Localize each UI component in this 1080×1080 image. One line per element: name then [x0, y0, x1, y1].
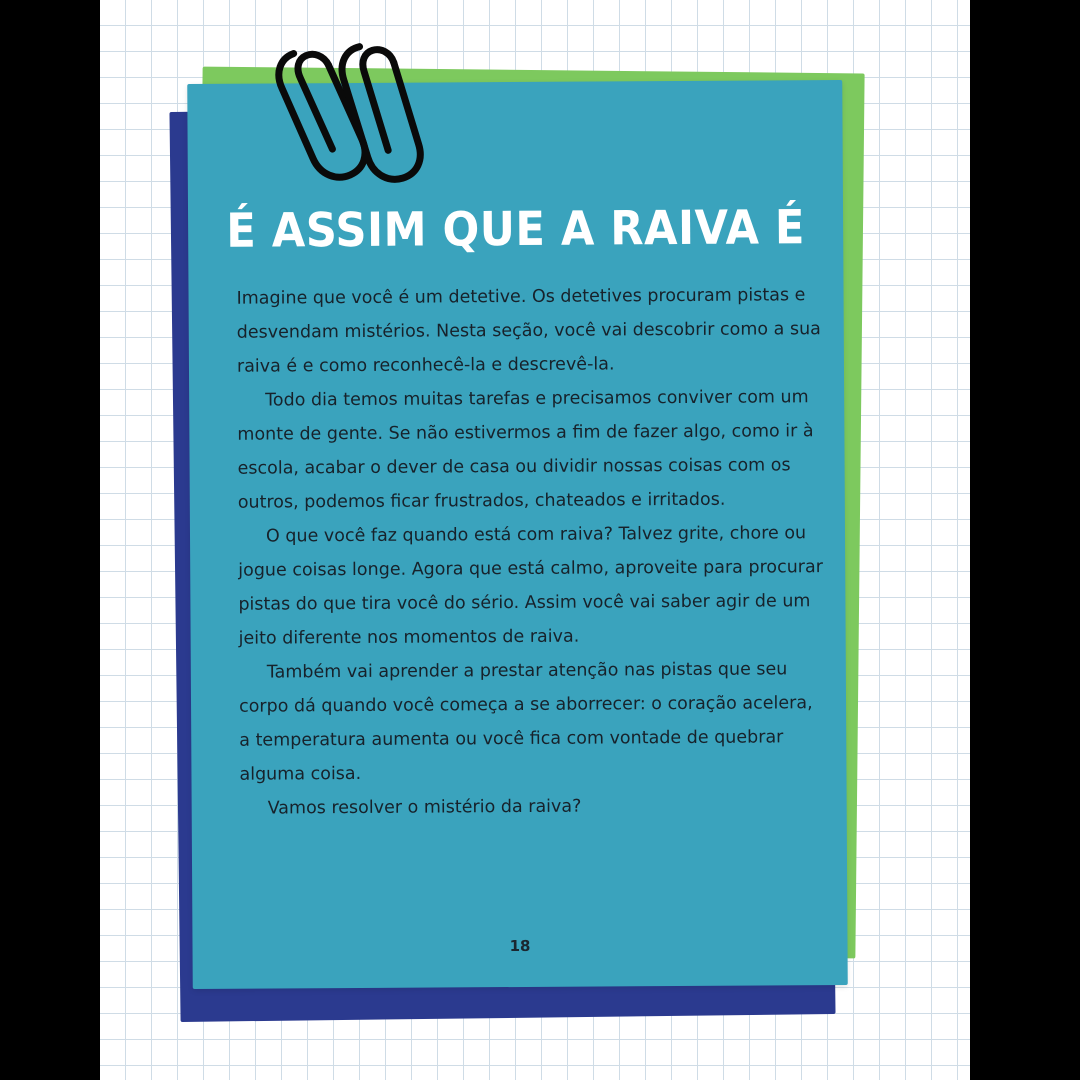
card-content [187, 80, 848, 989]
card-layer-teal [187, 80, 848, 989]
paragraph: Vamos resolver o mistério da raiva? [267, 796, 582, 819]
paperclip-group [258, 30, 458, 210]
body-copy [236, 278, 824, 826]
paragraph: O que você faz quando está com raiva? Talvez grite, chore ou jogue coisas longe. Agora que está calmo, aproveite para procurar pistas do que tira você do sério. Assim você vai saber agir de um jeito diferente nos momentos de raiva. [238, 523, 823, 649]
page-number: 18 [509, 936, 531, 956]
paperclip-icon [258, 30, 458, 210]
paragraph: Todo dia temos muitas tarefas e precisamos conviver com um monte de gente. Se não estivermos a fim de fazer algo, como ir à escola, acabar o dever de casa ou dividir nossas coisas com os outros, podemos ficar frustrados, chateados e irritados. [237, 387, 814, 513]
paragraph: Também vai aprender a prestar atenção nas pistas que seu corpo dá quando você começa a se aborrecer: o coração acelera, a temperatura aumenta ou você fica com vontade de quebrar alguma coisa. [238, 659, 813, 785]
paragraph: Imagine que você é um detetive. Os detetives procuram pistas e desvendam mistérios. Nesta seção, você vai descobrir como a sua raiva é e como reconhecê-la e descrevê-la. [236, 285, 821, 377]
page-title: É ASSIM QUE A RAIVA É [226, 200, 806, 259]
